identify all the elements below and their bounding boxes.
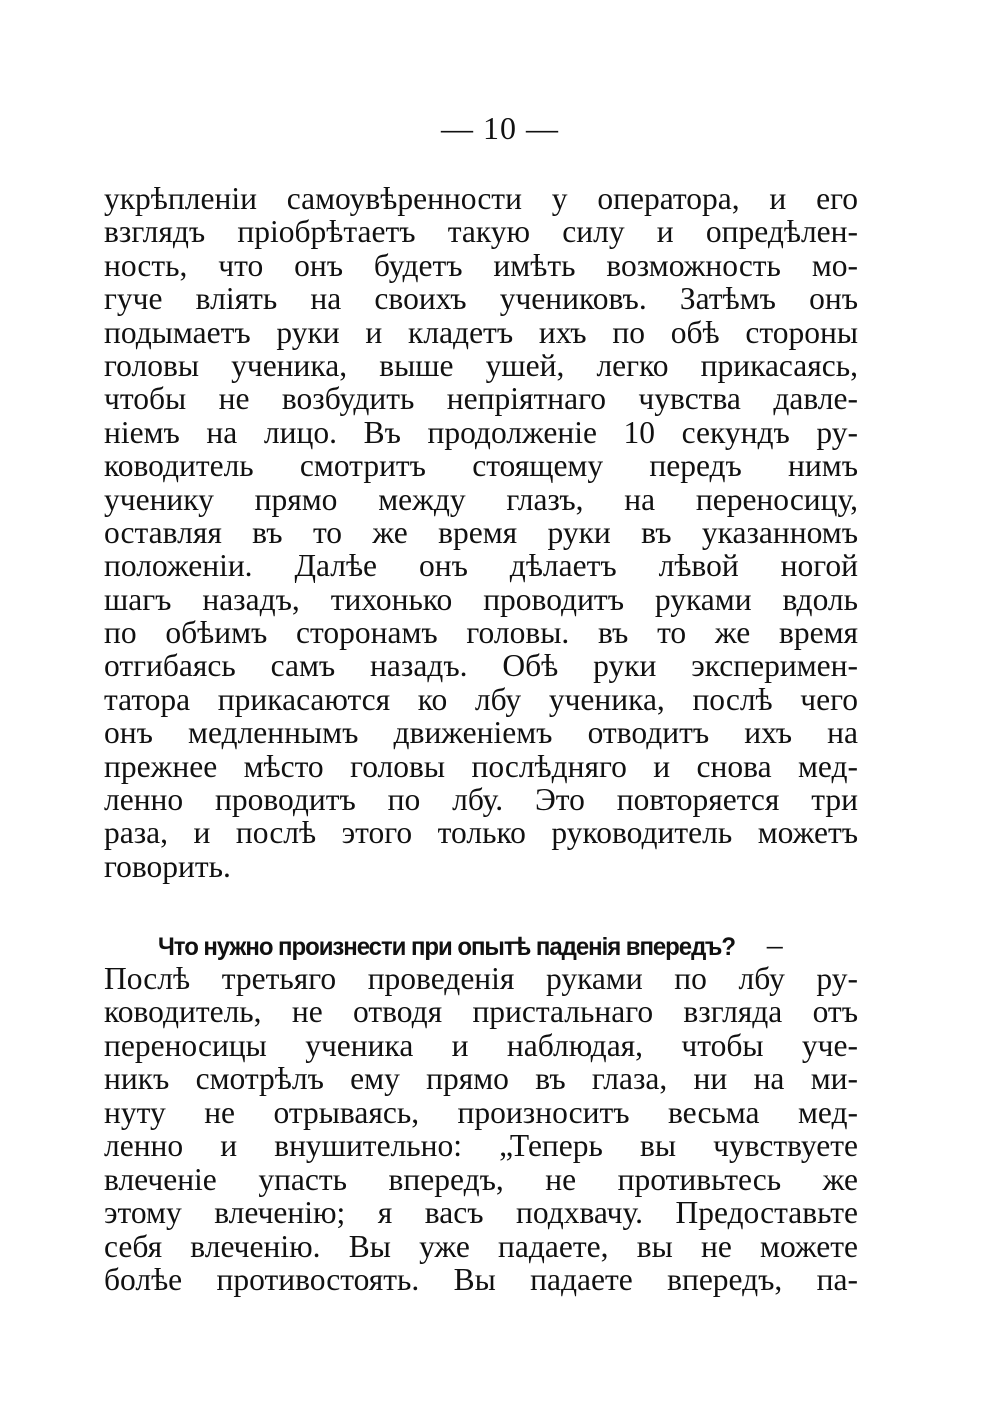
section-heading-line (104, 928, 858, 962)
text-line: отгибаясь самъ назадъ. Обѣ руки эксперимен- (104, 648, 858, 684)
text-line: ленно и внушительно: „Теперь вы чувствуете (104, 1128, 858, 1163)
text-line: положеніи. Далѣе онъ дѣлаетъ лѣвой ногой (104, 548, 858, 584)
text-line: взглядъ пріобрѣтаетъ такую силу и опредѣлен- (104, 214, 858, 250)
text-line: себя влеченію. Вы уже падаете, вы не можете (104, 1228, 858, 1264)
text-line: по обѣимъ сторонамъ головы. въ то же время (104, 615, 858, 651)
text-line: этому влеченію; я васъ подхвачу. Предоставьте (104, 1195, 858, 1230)
text-line: чтобы не возбудить непріятнаго чувства давле- (104, 381, 858, 417)
text-line: говорить. (104, 848, 231, 884)
text-line: раза, и послѣ этого только руководитель можетъ (104, 815, 858, 851)
section-heading: Что нужно произнести при опытѣ паденія впередъ? (158, 933, 735, 961)
text-line: ученику прямо между глазъ, на переносицу, (104, 481, 858, 517)
paragraph-1 (104, 182, 858, 883)
text-line: Послѣ третьяго проведенія руками по лбу ру- (104, 960, 858, 996)
text-line: онъ медленнымъ движеніемъ отводитъ ихъ на (104, 715, 858, 751)
text-line: переносицы ученика и наблюдая, чтобы уче- (104, 1027, 858, 1063)
text-line: влеченіе упасть впередъ, не противьтесь же (104, 1161, 858, 1197)
text-line: ководитель смотритъ стоящему передъ нимъ (104, 448, 858, 484)
text-line: шагъ назадъ, тихонько проводитъ руками вдоль (104, 581, 858, 617)
text-line: болѣе противостоять. Вы падаете впередъ, па- (104, 1262, 858, 1297)
text-line: ніемъ на лицо. Въ продолженіе 10 секундъ ру- (104, 414, 858, 450)
text-line: ководитель, не отводя пристальнаго взгляда отъ (104, 994, 858, 1029)
text-line: ность, что онъ будетъ имѣть возможность мо- (104, 247, 858, 283)
page-number: — 10 — (441, 110, 559, 146)
text-line: прежнее мѣсто головы послѣдняго и снова мед- (104, 748, 858, 784)
text-line: нуту не отрываясь, произноситъ весьма мед- (104, 1094, 858, 1130)
heading-dash: – (759, 927, 783, 962)
paragraph-2 (104, 928, 858, 1297)
text-line: татора прикасаются ко лбу ученика, послѣ чего (104, 681, 858, 717)
text-line: подымаетъ руки и кладетъ ихъ по обѣ стороны (104, 314, 858, 350)
text-line: никъ смотрѣлъ ему прямо въ глаза, ни на ми- (104, 1061, 858, 1096)
text-line: головы ученика, выше ушей, легко прикасаясь, (104, 347, 858, 383)
text-line: гуче вліять на своихъ учениковъ. Затѣмъ онъ (104, 281, 858, 317)
text-line: укрѣпленіи самоувѣренности у оператора, и его (104, 181, 858, 216)
text-line: ленно проводитъ по лбу. Это повторяется три (104, 782, 858, 818)
text-line: оставляя въ то же время руки въ указанномъ (104, 514, 858, 550)
